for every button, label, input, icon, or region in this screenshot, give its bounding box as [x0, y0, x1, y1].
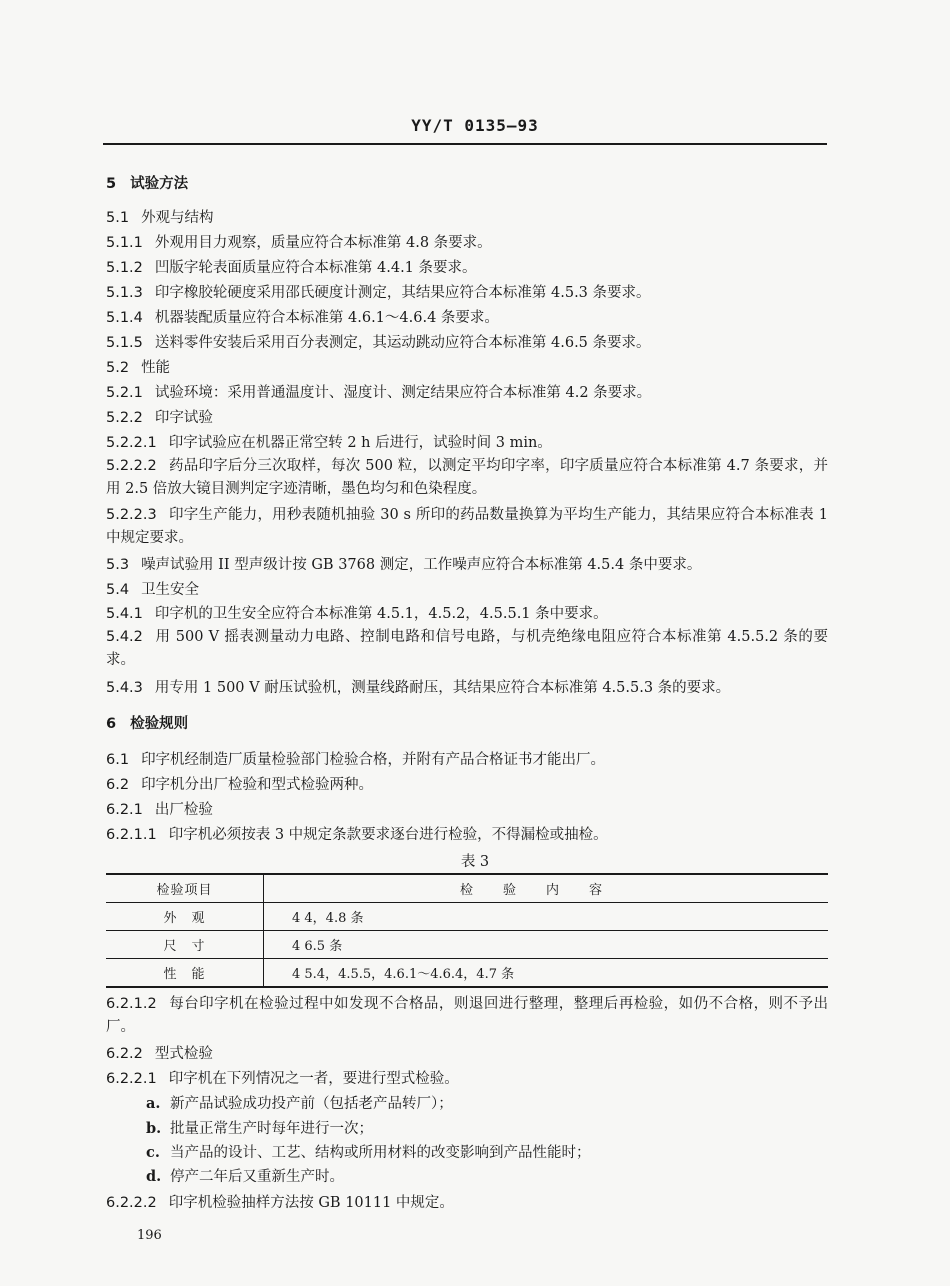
clause-number: 5.1.1 [106, 235, 143, 251]
clause-number: 6.2.2 [106, 1046, 143, 1062]
clause-5-2-2-3 [106, 504, 828, 550]
list-letter: a. [146, 1095, 161, 1112]
clause-6-2-1-1 [106, 825, 828, 845]
page-number: 196 [137, 1228, 162, 1243]
header-rule [103, 143, 827, 145]
clause-text: 印字机在下列情况之一者，要进行型式检验。 [168, 1071, 459, 1087]
clause-number: 6.2.1 [106, 802, 143, 818]
section-title: 检验规则 [130, 716, 189, 732]
clause-6-2-2-1 [106, 1069, 828, 1089]
clause-number: 5.1.2 [106, 260, 143, 276]
clause-5-2 [106, 358, 828, 378]
clause-number: 5.1.3 [106, 285, 143, 301]
clause-5-1-4 [106, 308, 828, 328]
table-3-caption: 表 3 [460, 854, 490, 870]
clause-5-4-2 [106, 626, 828, 672]
clause-number: 5.2.2 [106, 410, 143, 426]
clause-number: 5.1.4 [106, 310, 143, 326]
clause-number: 5.2 [106, 360, 130, 376]
clause-6-2-1-2 [106, 993, 828, 1039]
clause-text: 印字试验 [154, 410, 213, 426]
clause-5-2-1 [106, 383, 828, 403]
list-letter: b. [146, 1120, 162, 1137]
clause-number: 5.2.2.3 [106, 507, 157, 523]
section-5-heading [106, 174, 828, 194]
clause-6-2-2-2 [106, 1193, 828, 1213]
clause-number: 5.3 [106, 557, 130, 573]
clause-number: 5.4 [106, 582, 130, 598]
clause-6-2-2 [106, 1044, 828, 1064]
clause-5-4-1 [106, 604, 828, 624]
clause-5-1-2 [106, 258, 828, 278]
table-row [106, 931, 828, 959]
table-cell-item: 尺 寸 [106, 931, 264, 959]
clause-number: 5.4.3 [106, 680, 143, 696]
clause-text: 性能 [141, 360, 171, 376]
clause-5-2-2-2 [106, 455, 828, 501]
clause-text: 印字机分出厂检验和型式检验两种。 [141, 777, 374, 793]
clause-number: 5.1 [106, 210, 130, 226]
clause-5-1 [106, 208, 828, 228]
clause-text: 药品印字后分三次取样，每次 500 粒，以测定平均印字率，印字质量应符合本标准第 4.7 条要求，并用 2.5 倍放大镜目测判定字迹清晰，墨色均匀和色染程度。 [106, 458, 828, 497]
table-cell-content: 4 6.5 条 [264, 931, 829, 959]
clause-text: 试验环境：采用普通温度计、湿度计、测定结果应符合本标准第 4.2 条要求。 [154, 385, 652, 401]
clause-text: 机器装配质量应符合本标准第 4.6.1～4.6.4 条要求。 [154, 310, 499, 326]
table-cell-item: 性 能 [106, 959, 264, 988]
clause-number: 5.2.2.2 [106, 458, 157, 474]
clause-number: 5.2.2.1 [106, 435, 157, 451]
clause-number: 5.2.1 [106, 385, 143, 401]
clause-5-3 [106, 555, 828, 575]
list-letter: d. [146, 1168, 162, 1185]
clause-text: 印字试验应在机器正常空转 2 h 后进行，试验时间 3 min。 [168, 435, 552, 451]
clause-text: 印字橡胶轮硬度采用邵氏硬度计测定，其结果应符合本标准第 4.5.3 条要求。 [154, 285, 651, 301]
section-title: 试验方法 [130, 176, 189, 192]
clause-text: 外观与结构 [141, 210, 214, 226]
table-cell-content: 4 5.4，4.5.5，4.6.1～4.6.4，4.7 条 [264, 959, 829, 988]
clause-text: 用 500 V 摇表测量动力电路、控制电路和信号电路，与机壳绝缘电阻应符合本标准第 4.5.5.2 条的要求。 [106, 629, 828, 668]
section-number: 6 [106, 716, 117, 732]
clause-text: 印字机必须按表 3 中规定条款要求逐台进行检验，不得漏检或抽检。 [168, 827, 608, 843]
clause-text: 印字机检验抽样方法按 GB 10111 中规定。 [168, 1195, 454, 1211]
clause-6-2-1 [106, 800, 828, 820]
table-row [106, 903, 828, 931]
list-text: 新产品试验成功投产前（包括老产品转厂）； [170, 1096, 453, 1112]
clause-5-1-1 [106, 233, 828, 253]
list-text: 批量正常生产时每年进行一次； [170, 1121, 373, 1137]
clause-text: 每台印字机在检验过程中如发现不合格品，则退回进行整理，整理后再检验，如仍不合格，则不予出厂。 [106, 996, 828, 1035]
clause-number: 6.2.2.1 [106, 1071, 157, 1087]
clause-text: 外观用目力观察，质量应符合本标准第 4.8 条要求。 [154, 235, 492, 251]
clause-text: 凹版字轮表面质量应符合本标准第 4.4.1 条要求。 [154, 260, 477, 276]
clause-5-2-2 [106, 408, 828, 428]
clause-number: 5.4.2 [106, 629, 143, 645]
clause-text: 印字机经制造厂质量检验部门检验合格，并附有产品合格证书才能出厂。 [141, 752, 606, 768]
list-letter: c. [146, 1144, 160, 1161]
clause-6-2 [106, 775, 828, 795]
clause-number: 6.2.2.2 [106, 1195, 157, 1211]
list-item-a [146, 1094, 826, 1114]
clause-number: 6.1 [106, 752, 130, 768]
table-header-row [106, 874, 828, 903]
clause-text: 型式检验 [154, 1046, 213, 1062]
clause-number: 6.2.1.2 [106, 996, 157, 1012]
section-6-heading [106, 714, 828, 734]
clause-5-2-2-1 [106, 433, 828, 453]
clause-text: 印字机的卫生安全应符合本标准第 4.5.1，4.5.2，4.5.5.1 条中要求。 [154, 606, 608, 622]
clause-number: 5.4.1 [106, 606, 143, 622]
clause-6-1 [106, 750, 828, 770]
table-header-item: 检验项目 [106, 874, 264, 903]
list-item-c [146, 1143, 826, 1163]
list-text: 当产品的设计、工艺、结构或所用材料的改变影响到产品性能时； [170, 1145, 591, 1161]
clause-5-4 [106, 580, 828, 600]
section-number: 5 [106, 176, 117, 192]
clause-text: 用专用 1 500 V 耐压试验机，测量线路耐压，其结果应符合本标准第 4.5.5.3 条的要求。 [154, 680, 731, 696]
clause-number: 5.1.5 [106, 335, 143, 351]
clause-text: 印字生产能力，用秒表随机抽验 30 s 所印的药品数量换算为平均生产能力，其结果应符合本标准表 1 中规定要求。 [106, 507, 828, 546]
table-cell-item: 外 观 [106, 903, 264, 931]
table-header-content: 检验内容 [264, 874, 829, 903]
table-row [106, 959, 828, 988]
table-cell-content: 4 4，4.8 条 [264, 903, 829, 931]
clause-5-1-3 [106, 283, 828, 303]
clause-text: 出厂检验 [154, 802, 213, 818]
standard-code-header: YY/T 0135—93 [411, 116, 539, 135]
clause-5-1-5 [106, 333, 828, 353]
clause-5-4-3 [106, 678, 828, 698]
clause-number: 6.2 [106, 777, 130, 793]
clause-text: 卫生安全 [141, 582, 200, 598]
clause-number: 6.2.1.1 [106, 827, 157, 843]
list-text: 停产二年后又重新生产时。 [170, 1169, 344, 1185]
table-3 [106, 873, 828, 988]
list-item-d [146, 1167, 826, 1187]
list-item-b [146, 1119, 826, 1139]
clause-text: 噪声试验用 II 型声级计按 GB 3768 测定，工作噪声应符合本标准第 4.5.4 条中要求。 [141, 557, 702, 573]
clause-text: 送料零件安装后采用百分表测定，其运动跳动应符合本标准第 4.6.5 条要求。 [154, 335, 651, 351]
